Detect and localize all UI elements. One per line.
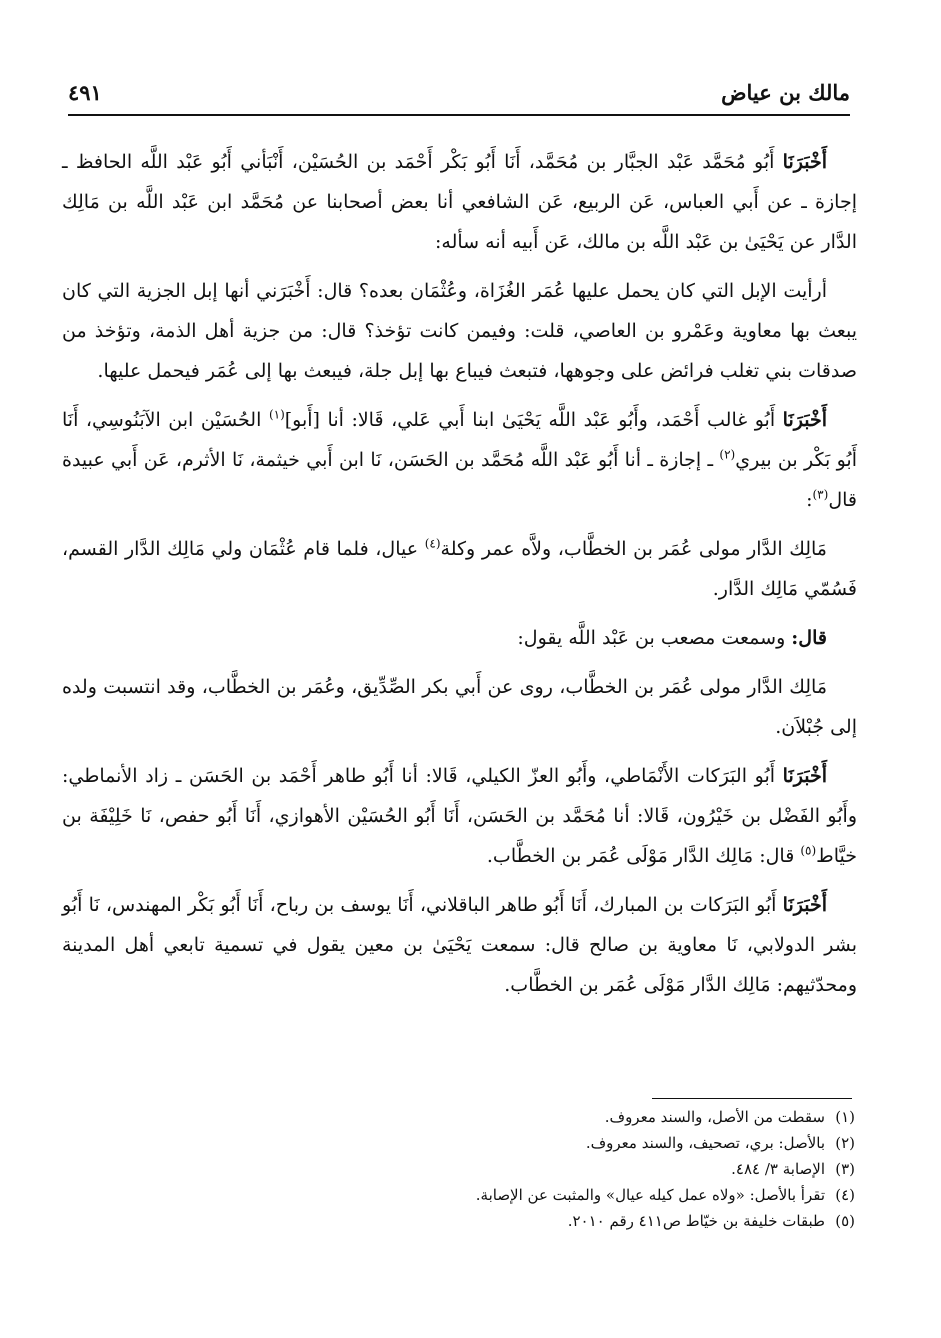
footnotes [330, 1104, 855, 1234]
footnote-text: بالأصل: بري، تصحيف، والسند معروف. [585, 1134, 825, 1152]
paragraph [62, 271, 857, 391]
paragraph-lead-word: أَخْبَرَنَا [782, 151, 827, 173]
paragraph-lead-word: أَخْبَرَنَا [782, 409, 827, 431]
footnote-reference: (٤) [424, 536, 441, 551]
paragraph-lead-word: قال: [791, 627, 827, 649]
footnote-text: طبقات خليفة بن خيّاط ص٤١١ رقم ٢٠١٠. [567, 1212, 825, 1230]
footnote [330, 1104, 855, 1130]
footnote-number: (١) [835, 1108, 855, 1126]
footnote [330, 1156, 855, 1182]
paragraph [62, 667, 857, 747]
paragraph-text: قال: مَالِك الدَّار مَوْلَى عُمَر بن الخطَّاب. [486, 845, 801, 867]
paragraph [62, 618, 857, 658]
footnote-number: (٥) [835, 1212, 855, 1230]
paragraph-text: أَبُو غالب أَحْمَد، وأَبُو عَبْد اللَّه يَحْيَىٰ ابنا أَبي عَلي، قَالا: أنا [أَبو] [284, 409, 783, 431]
footnote-number: (٣) [835, 1160, 855, 1178]
footnote-text: الإصابة ٣/ ٤٨٤. [731, 1160, 825, 1178]
paragraph [62, 885, 857, 1005]
footnote-number: (٤) [835, 1186, 855, 1204]
running-title: مالك بن عياض [721, 80, 850, 105]
paragraph-text: : [806, 489, 813, 511]
footnote [330, 1130, 855, 1156]
footnote [330, 1208, 855, 1234]
page-number: ٤٩١ [68, 80, 102, 105]
footnote-separator [652, 1098, 852, 1099]
paragraph [62, 529, 857, 609]
paragraph [62, 756, 857, 876]
paragraph [62, 142, 857, 262]
paragraph-lead-word: أَخْبَرَنَا [782, 765, 827, 787]
main-text [62, 142, 857, 1014]
paragraph-text: أرأيت الإبل التي كان يحمل عليها عُمَر الغُزَاة، وعُثْمَان بعده؟ قال: أَخْبَرَني أنها إبل الجزية التي كان يبعث بها معاوية وعَمْرو بن العاصي، قلت: وفيمن كانت تؤخذ؟ قال: من جزية أهل الذمة، وتؤخذ من صدقات بني تغلب فرائض على وجوهها، فتبعث فيباع بها إبل جلة، فيبعث بها إلى عُمَر فيحمل عليها. [62, 280, 857, 382]
footnote-reference: (٥) [800, 843, 817, 858]
paragraph-text: أَبُو البَرَكات بن المبارك، أَنَا أَبُو طاهر الباقلاني، أَنَا يوسف بن رباح، أَنَا أَبُو بَكْر المهندس، نَا أَبُو بشر الدولابي، نَا معاوية بن صالح قال: سمعت يَحْيَىٰ بن معين يقول في تسمية تابعي أهل المدينة ومحدّثيهم: مَالِك الدَّار مَوْلَى عُمَر بن الخطَّاب. [62, 894, 857, 996]
paragraph-text: ـ إجازة ـ أنا أَبُو عَبْد اللَّه مُحَمَّد بن الحَسَن، نَا ابن أَبي خيثمة، نَا الأثرم، عَن أَبي عبيدة قال [62, 449, 857, 511]
paragraph-text: مَالِك الدَّار مولى عُمَر بن الخطَّاب، ولاَّه عمر وكلة [440, 538, 827, 560]
paragraph-text: وسمعت مصعب بن عَبْد اللَّه يقول: [517, 627, 792, 649]
paragraph-text: عيال، فلما قام عُثْمَان ولي مَالِك الدَّار القسم، فَسُمّي مَالِك الدَّار. [62, 538, 857, 600]
footnote-reference: (٣) [812, 487, 829, 502]
paragraph-text: أَبُو مُحَمَّد عَبْد الجبَّار بن مُحَمَّد، أَنَا أَبُو بَكْر أَحْمَد بن الحُسَيْن، أَنْبَأني أَبُو عَبْد اللَّه الحافظ ـ إجازة ـ عن أَبي العباس، عَن الربيع، عَن الشافعي أنا بعض أصحابنا عن مُحَمَّد ابن عَبْد اللَّه بن مَالِك الدَّار عن يَحْيَىٰ بن عَبْد اللَّه بن مالك، عَن أَبيه أنه سأله: [62, 151, 857, 253]
footnote-text: سقطت من الأصل، والسند معروف. [604, 1108, 825, 1126]
footnote-reference: (١) [268, 407, 285, 422]
footnote [330, 1182, 855, 1208]
paragraph [62, 400, 857, 520]
footnote-reference: (٢) [719, 447, 736, 462]
paragraph-text: أَبُو البَرَكات الأَنْمَاطي، وأَبُو العزّ الكيلي، قَالا: أنا أَبُو طاهر أَحْمَد بن الحَسَن ـ زاد الأنماطي: وأَبُو الفَضْل بن خَيْرُون، قَالا: أنا مُحَمَّد بن الحَسَن، أَنَا أَبُو الحُسَيْن الأهوازي، أَنَا أَبُو حفص، نَا خَلِيْفَة بن خيَّاط [62, 765, 857, 867]
paragraph-lead-word: أَخْبَرَنَا [782, 894, 827, 916]
footnote-number: (٢) [835, 1134, 855, 1152]
paragraph-text: مَالِك الدَّار مولى عُمَر بن الخطَّاب، روى عن أَبي بكر الصِّدِّيق، وعُمَر بن الخطَّاب، وقد انتسبت ولده إلى جُبْلاَن. [62, 676, 857, 738]
paragraph-text: الحُسَيْن ابن الآبَنُوسِي، أَنَا أَبُو بَكْر بن بيري [62, 409, 857, 471]
footnote-text: تقرأ بالأصل: «ولاه عمل كيله عيال» والمثبت عن الإصابة. [475, 1186, 825, 1204]
page-header [68, 74, 850, 116]
